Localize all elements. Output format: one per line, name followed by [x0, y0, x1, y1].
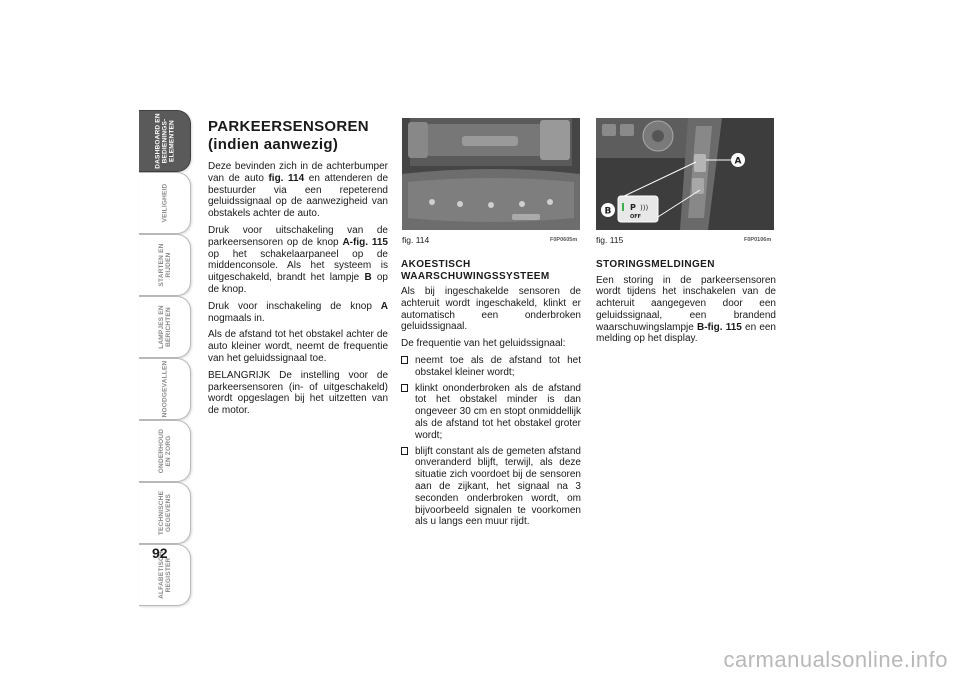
tab-label: ALFABETISCH REGISTER: [157, 551, 172, 599]
tab-label: DASHBOARD EN BEDIENINGS- ELEMENTEN: [154, 113, 175, 169]
text: nogmaals in.: [208, 312, 265, 324]
list-item: [401, 355, 581, 379]
rear-bumper-illustration: [402, 118, 580, 230]
tab-label: VEILIGHEID: [161, 183, 168, 223]
list-item-text: neemt toe als de afstand tot het obstakel kleiner wordt;: [415, 354, 581, 378]
text: op de knop.: [208, 272, 388, 295]
section-title: PARKEERSENSOREN: [208, 118, 369, 135]
column-storingsmeldingen: [596, 259, 776, 350]
checkbox-bullet-icon: [401, 447, 408, 455]
figure-114-caption: fig. 114: [402, 235, 430, 245]
tab-veiligheid[interactable]: [139, 172, 191, 234]
figure-ref[interactable]: A-fig. 115: [342, 236, 388, 248]
list-item: [401, 383, 581, 442]
paragraph-akoestisch: Als bij ingeschakelde sensoren de achteruit wordt ingeschakeld, klinkt er automatisch een onderbroken geluidssignaal.: [401, 286, 581, 333]
paragraph-intro: [208, 161, 388, 220]
tab-label: LAMPJES EN BERICHTEN: [157, 305, 172, 349]
paragraph-frequentie: Als de afstand tot het obstakel achter de auto kleiner wordt, neemt de frequentie van het geluidssignaal toe.: [208, 329, 388, 364]
paragraph-belangrijk: BELANGRIJK De instelling voor de parkeersensoren (in- of uitgeschakeld) wordt opgeslagen bij het uitzetten van de motor.: [208, 369, 388, 417]
text: op het schakelaarpaneel op de middenconsole. Als het systeem is uitgeschakeld, brandt het lampje: [208, 248, 388, 284]
paragraph-storing: [596, 275, 776, 346]
watermark: carmanualsonline.info: [723, 647, 948, 672]
paragraph-uitschakeling: [208, 225, 388, 296]
text: Druk voor uitschakeling van de parkeersensoren op de knop: [208, 224, 388, 248]
text: en een melding op het display.: [596, 321, 776, 345]
column-akoestisch: [401, 259, 581, 532]
text: Deze bevinden zich in de achterbumper van de auto: [208, 161, 388, 184]
tab-noodgevallen[interactable]: [139, 358, 191, 420]
tab-onderhoud-en-zorg[interactable]: [139, 420, 191, 482]
tab-lampjes-en-berichten[interactable]: [139, 296, 191, 358]
figure-114-rear-bumper: [402, 118, 580, 230]
text: en attenderen de bestuurder via een repeterend geluidssignaal op de aanwezigheid van obstakels achter de auto.: [208, 172, 389, 220]
svg-text:P: P: [630, 203, 636, 212]
svg-text:))): ))): [640, 204, 649, 212]
tab-dashboard[interactable]: [139, 110, 191, 172]
tab-label: ONDERHOUD EN ZORG: [157, 428, 172, 474]
tab-label: TECHNISCHE GEGEVENS: [157, 490, 172, 536]
figure-ref[interactable]: B-fig. 115: [697, 321, 742, 333]
section-heading: STORINGSMELDINGEN: [596, 259, 715, 270]
callout-a-label: A: [734, 156, 742, 167]
figure-ref[interactable]: fig. 114: [268, 172, 305, 184]
figure-115-code: F0P0106m: [744, 237, 772, 243]
tab-technische-gegevens[interactable]: [139, 482, 191, 544]
column-parkeersensoren: [208, 118, 388, 422]
tab-label: STARTEN EN RIJDEN: [157, 243, 172, 287]
list-item-text: blijft constant als de gemeten afstand onveranderd blijft, terwijl, als deze situatie zich voordoet bij de sensoren aan de zijkant, het signaal na 3 seconden onderbroken wordt, om bijvoorbeeld signalen te voorkomen als u langs een muur rijdt.: [415, 445, 581, 528]
figure-115-caption: fig. 115: [596, 235, 624, 245]
page-number: 92: [152, 545, 168, 561]
figure-115-switch-panel: [596, 118, 774, 230]
section-heading: AKOESTISCH WAARSCHUWINGSSYSTEEM: [401, 259, 550, 282]
list-item-text: klinkt ononderbroken als de afstand tot het obstakel minder is dan ongeveer 30 cm en stopt onmiddellijk als de afstand tot het obstakel groter wordt;: [415, 382, 581, 441]
paragraph-frequentie-intro: De frequentie van het geluidssignaal:: [401, 338, 566, 350]
callout-b-label: B: [604, 206, 612, 217]
svg-text:OFF: OFF: [630, 214, 642, 220]
tab-label: NOODGEVALLEN: [161, 360, 168, 418]
paragraph-inschakeling: [208, 301, 388, 325]
label-ref: A: [380, 300, 388, 312]
text: Een storing in de parkeersensoren wordt tijdens het inschakelen van de achteruit aangegeven door een geluidssignaal, een brandend waarschuwingslampje: [596, 274, 776, 333]
text: Druk voor inschakeling de knop: [208, 300, 381, 312]
section-subtitle: (indien aanwezig): [208, 136, 339, 153]
label-ref: B: [364, 272, 372, 284]
checkbox-bullet-icon: [401, 356, 408, 364]
tab-starten-en-rijden[interactable]: [139, 234, 191, 296]
list-item: [401, 446, 581, 529]
checkbox-bullet-icon: [401, 384, 408, 392]
figure-114-code: F0P0605m: [550, 237, 578, 243]
switch-panel-illustration: [596, 118, 774, 230]
